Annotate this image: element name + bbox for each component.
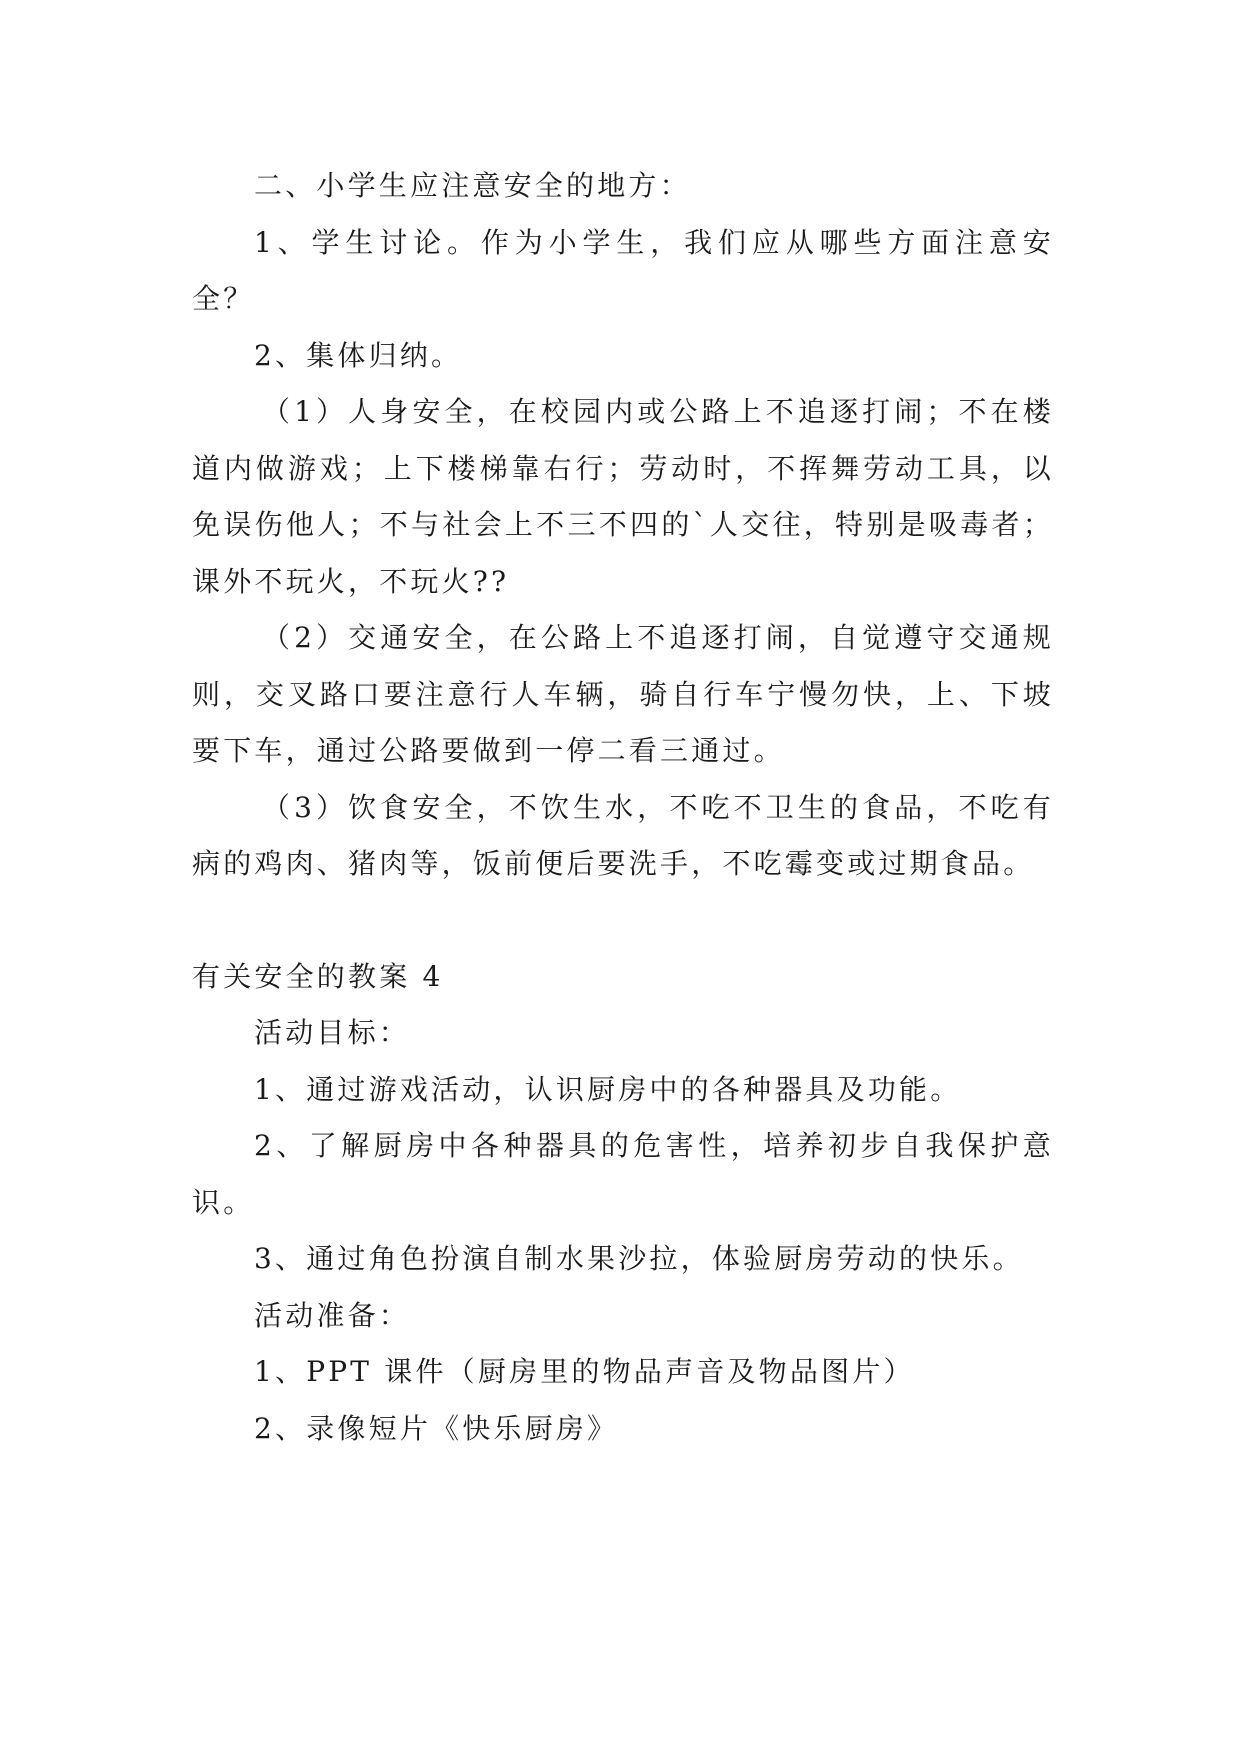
paragraph-discussion: 1、学生讨论。作为小学生，我们应从哪些方面注意安全？: [192, 225, 1054, 315]
paragraph-personal-safety: （1）人身安全，在校园内或公路上不追逐打闹；不在楼道内做游戏；上下楼梯靠右行；劳动时，不挥舞劳动工具，以免误伤他人；不与社会上不三不四的`人交往，特别是吸毒者；课外不玩火，不玩火??: [192, 395, 1054, 598]
paragraph-summary: 2、集体归纳。: [254, 338, 463, 372]
goal-item-1: 1、通过游戏活动，认识厨房中的各种器具及功能。: [254, 1072, 962, 1106]
section-heading-safety-places: 二、小学生应注意安全的地方：: [254, 169, 691, 202]
document-body: [192, 158, 1054, 1457]
activity-goals-heading: 活动目标：: [254, 1016, 411, 1049]
goal-item-2: 2、了解厨房中各种器具的危害性，培养初步自我保护意识。: [192, 1129, 1054, 1219]
activity-prep-heading: 活动准备：: [254, 1298, 411, 1332]
prep-item-2: 2、录像短片《快乐厨房》: [254, 1411, 619, 1445]
prep-item-1: 1、PPT 课件（厨房里的物品声音及物品图片）: [254, 1355, 915, 1388]
paragraph-food-safety: （3）饮食安全，不饮生水，不吃不卫生的食品，不吃有病的鸡肉、猪肉等，饭前便后要洗手，不吃霉变或过期食品。: [192, 790, 1054, 880]
goal-item-3: 3、通过角色扮演自制水果沙拉，体验厨房劳动的快乐。: [254, 1242, 1024, 1275]
lesson-plan-title: 有关安全的教案 4: [192, 959, 444, 993]
paragraph-traffic-safety: （2）交通安全，在公路上不追逐打闹，自觉遵守交通规则，交叉路口要注意行人车辆，骑自行车宁慢勿快，上、下坡要下车，通过公路要做到一停二看三通过。: [192, 621, 1054, 767]
